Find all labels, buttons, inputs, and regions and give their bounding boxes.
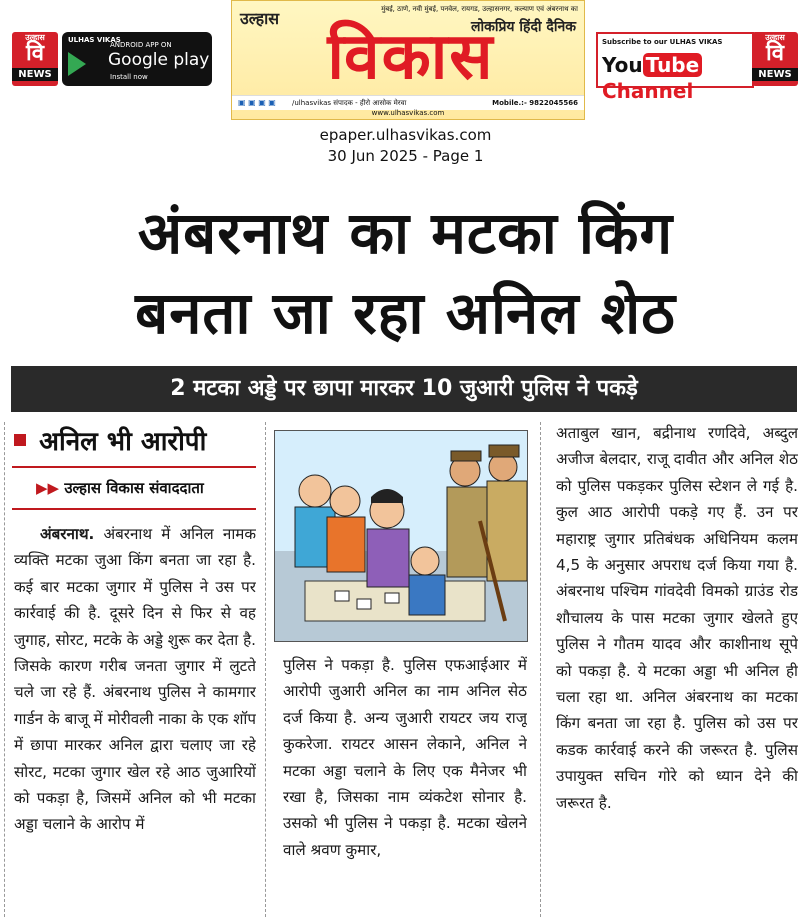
column-2-text: पुलिस ने पकड़ा है. पुलिस एफआईआर में आरोपी जुआरी अनिल का नाम अनिल सेठ दर्ज किया है. अन्य जुआरी रायटर जय राजू कुकरेजा. रायटर आसन लेकाने, अनिल ने मटका अड्डा चलाने के लिए एक मैनेजर भी रखा है, जिसका नाम व्यंकटेश सोनार है. उसको भी पुलिस ने पकड़ा है. मटका खेलने वाले श्रवण कुमार, <box>283 656 527 859</box>
masthead-social: /ulhasvikas संपादक - हीरो आसोक मेरवा <box>292 99 407 107</box>
masthead-big-title: विकास <box>327 20 495 94</box>
police-raid-cartoon <box>275 431 527 641</box>
kicker-square-icon <box>14 434 26 446</box>
app-promo-android: ANDROID APP ON <box>110 41 172 49</box>
subheadline: 2 मटका अड्डे पर छापा मारकर 10 जुआरी पुलिस ने पकड़े <box>11 366 797 412</box>
byline-text: उल्हास विकास संवाददाता <box>64 479 204 497</box>
masthead-social-strip <box>232 95 584 110</box>
byline-rule <box>12 508 256 510</box>
social-icons: ▣ ▣ ▣ ▣ <box>238 98 276 107</box>
byline-arrow-icon: ▶▶ <box>36 479 60 497</box>
column-1-text: अंबरनाथ में अनिल नामक व्यक्ति मटका जुआ किंग बनता जा रहा है. कई बार मटका जुगार में पुलिस ने उस पर कार्रवाई की है. दूसरे दिन से फिर से वह जुगाह, सोरट, मटके के अड्डे शुरू कर देता है. जिसके कारण गरीब जनता जुगार में लुटते चले जा रहे हैं. अंबरनाथ पुलिस ने कामगार गार्डन के बाजू में मोरीवली नाका के एक शॉप में छापा मारकर अनिल द्वारा चलाए जा रहे सोरट, मटका जुगार खेल रहे आठ जुआरियों को पकड़ा है, जिसमें अनिल को भी मटका अड्डा चलाने के आरोप में <box>14 525 256 834</box>
masthead-tagline: लोकप्रिय हिंदी दैनिक <box>470 19 576 35</box>
google-play-badge[interactable] <box>62 32 212 86</box>
masthead <box>231 0 585 120</box>
left-logo-letter: वि <box>26 41 44 66</box>
epaper-url[interactable]: epaper.ulhasvikas.com <box>319 126 492 144</box>
right-news-logo <box>752 32 798 86</box>
app-promo-store: Google play <box>108 50 210 70</box>
article-illustration <box>274 430 528 642</box>
left-logo-bottom: NEWS <box>12 68 58 81</box>
dateline: अंबरनाथ. <box>40 525 95 543</box>
article-column-2 <box>283 652 527 915</box>
masthead-mobile: Mobile.:- 9822045566 <box>492 99 578 107</box>
yt-you: You <box>602 53 643 77</box>
google-play-icon <box>68 52 86 76</box>
column-separator-2 <box>540 422 541 917</box>
right-logo-bottom: NEWS <box>752 68 798 81</box>
masthead-coverage: मुंबई, ठाणे, नवी मुंबई, पनवेल, रायगड, उल्हासनगर, कल्याण एवं अंबरनाथ का <box>381 5 578 13</box>
yt-tube: Tube <box>643 53 703 77</box>
left-logo-top: उल्हास <box>25 33 45 42</box>
article-column-1 <box>14 521 256 915</box>
headline-line-1: अंबरनाथ का मटका किंग <box>137 199 674 267</box>
right-logo-top: उल्हास <box>765 33 785 42</box>
app-promo-install: Install now <box>110 73 148 81</box>
kicker-rule <box>12 466 256 468</box>
column-separator-left <box>4 422 5 917</box>
column-3-text: अताबुल खान, बद्रीनाथ रणदिवे, अब्दुल अजीज बेलदार, राजू दावीत और अनिल शेठ को पुलिस पकड़कर पुलिस स्टेशन ले गई है. कुल आठ आरोपी पकड़े गए हैं. उन पर महाराष्ट्र जुगार प्रतिबंधक अधिनियम कलम 4,5 के अनुसार अपराध दर्ज किया गया है. अंबरनाथ पश्चिम गांवदेवी विमको ग्राउंड रोड शौचालय के पास मटका जुगार खेलते हुए पुलिस ने गौतम यादव और काशीनाथ सूपे को पकड़ा है. ये मटका अड्डा भी अनिल ही चला रहा था. अनिल अंबरनाथ का मटका किंग बनता जा रहा है. पुलिस को उस पर कडक कार्रवाई करने की जरूरत है. पुलिस उपायुक्त सचिन गोरे को ध्यान देने की जरूरत है. <box>556 424 798 812</box>
yt-subscribe-text: Subscribe to our ULHAS VIKAS <box>602 38 723 46</box>
app-promo-brand: ULHAS VIKAS <box>68 36 121 44</box>
right-logo-letter: वि <box>766 41 784 66</box>
youtube-channel-banner[interactable] <box>596 32 754 103</box>
left-news-logo <box>12 32 58 86</box>
masthead-website: www.ulhasvikas.com <box>371 109 445 117</box>
edition-date: 30 Jun 2025 - Page 1 <box>327 147 484 165</box>
byline <box>36 478 256 498</box>
kicker <box>14 422 254 458</box>
youtube-logo <box>602 52 752 104</box>
headline-line-2: बनता जा रहा अनिल शेठ <box>135 279 676 347</box>
article-column-3 <box>556 420 798 915</box>
kicker-text: अनिल भी आरोपी <box>39 427 207 457</box>
masthead-small-title: उल्हास <box>240 9 280 28</box>
yt-channel: Channel <box>602 79 694 103</box>
column-separator-1 <box>265 422 266 917</box>
